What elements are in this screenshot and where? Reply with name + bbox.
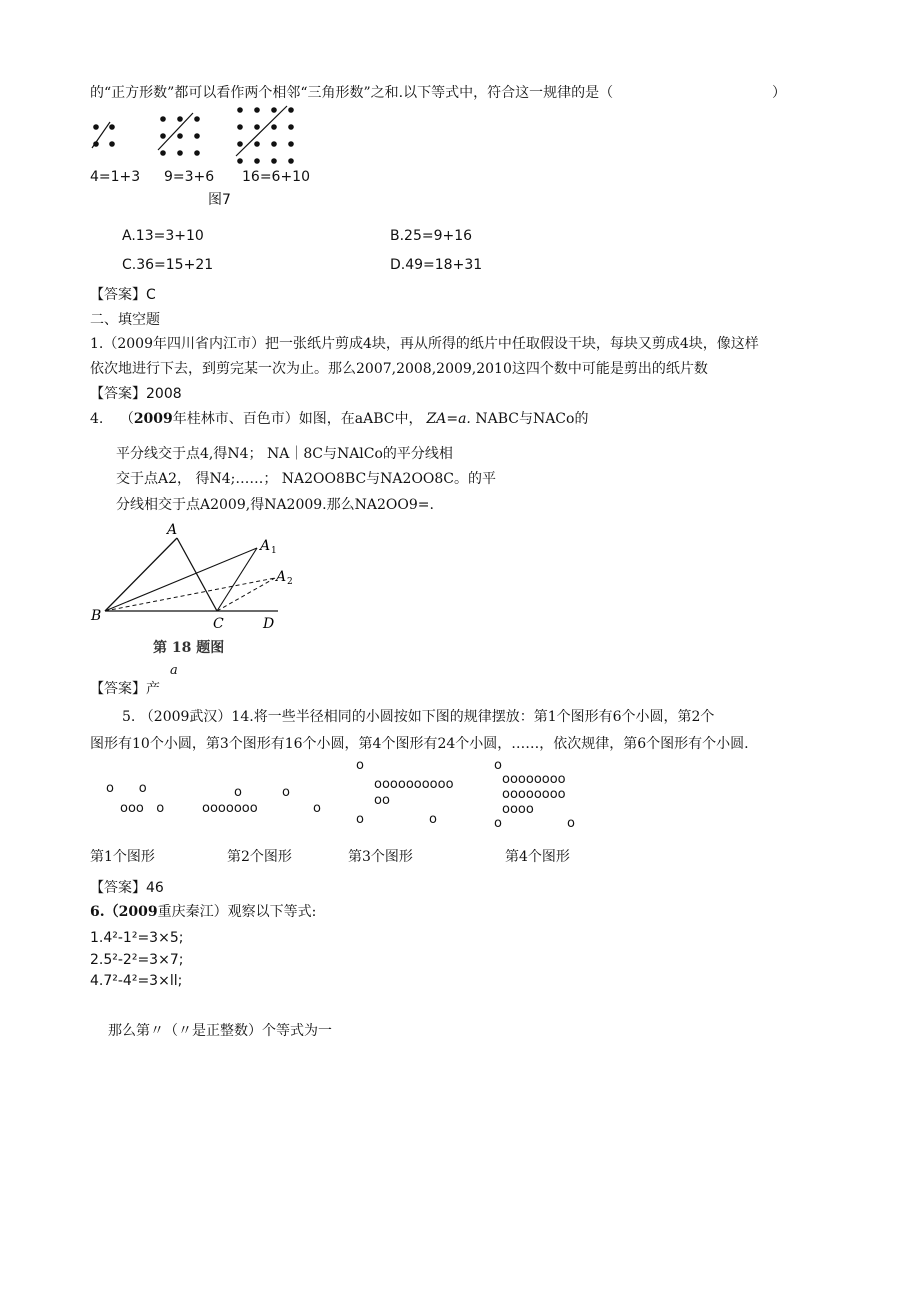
fig18-caption: 第 18 题图 [153, 640, 225, 656]
dot-square-4x4 [236, 106, 294, 164]
q6-number: 6. [90, 904, 105, 920]
q6-rest: 重庆秦江）观察以下等式: [157, 904, 317, 920]
option-d: D.49=18+31 [390, 257, 483, 273]
option-b: B.25=9+16 [390, 228, 473, 244]
q1-line-2: 依次地进行下去，到剪完某一次为止。那么2007,2008,2009,2010这四个数中可能是剪出的纸片数 [90, 361, 708, 377]
fig7-label-2: 9=3+6 [164, 169, 215, 185]
fig3-row2: oo [374, 793, 390, 808]
q4-line-2: 平分线交于点4,得N4； NA｜8C与NAlCo的平分线相 [116, 446, 453, 462]
fig4-row4b: o [567, 816, 575, 831]
q6-heading [90, 903, 316, 921]
q4-line-3: 交于点A2， 得N4;……； NA2OO8BC与NA2OO8C。的平 [116, 471, 497, 487]
fig3-row1: oooooooooo [374, 777, 454, 792]
q4-paren: （ [119, 411, 134, 427]
label-A: A [167, 522, 178, 538]
circle-fig-label-1: 第1个图形 [90, 849, 155, 865]
q6-paren: （2009 [104, 904, 158, 920]
label-A1-sub: 1 [271, 546, 277, 556]
fig2-row2: ooooooo [202, 801, 258, 816]
fig2-row2b: o [313, 801, 321, 816]
q4-za: ZA=a. [426, 411, 471, 427]
fig7-label-1: 4=1+3 [90, 169, 141, 185]
fig4-row1: oooooooo [502, 772, 566, 787]
q5-line-2: 图形有10个小圆，第3个图形有16个小圆，第4个图形有24个小圆，……，依次规律，第6个图形有个小圆. [90, 736, 749, 752]
q1-line-1: 1.（2009年四川省内江市）把一张纸片剪成4块，再从所得的纸片中任取假设干块，每块又剪成4块，像这样 [90, 336, 759, 352]
q4-line-1 [90, 410, 588, 428]
circle-fig-label-2: 第2个图形 [227, 849, 292, 865]
dot-square-3x3 [158, 113, 200, 156]
fig4-row4: o [494, 816, 502, 831]
label-A2: A [276, 569, 287, 585]
fig3-row0: o [356, 758, 364, 773]
option-a: A.13=3+10 [122, 228, 204, 244]
q4-line1-rest: 年桂林市、百色市）如图，在aABC中， [172, 411, 423, 427]
answer-1: 【答案】C [90, 287, 156, 303]
figure-7-dots [85, 104, 315, 174]
q6-eq3: 4.7²-4²=3×ll; [90, 973, 183, 989]
option-c: C.36=15+21 [122, 257, 214, 273]
dot-square-2x2 [92, 122, 115, 148]
q4-line-4: 分线相交于点A2009,得NA2009.那么NA2OO9=. [116, 497, 434, 513]
fig4-row2: oooooooo [502, 787, 566, 802]
circle-fig-label-4: 第4个图形 [505, 849, 570, 865]
fig18-below: a [170, 663, 178, 678]
label-A1: A [260, 538, 271, 554]
q4-line1-tail: NABC与NACo的 [475, 411, 589, 427]
fig2-row1b: o [282, 785, 290, 800]
fig3-row3b: o [429, 812, 437, 827]
fig4-row3: oooo [502, 802, 534, 817]
label-A2-sub: 2 [287, 577, 293, 587]
fig4-row0: o [494, 758, 502, 773]
answer-2: 【答案】2008 [90, 386, 182, 402]
q4-number: 4. [90, 411, 104, 427]
fig7-caption: 图7 [208, 192, 231, 208]
section-2-title: 二、填空题 [90, 312, 160, 328]
fig1-row2: ooo o [120, 801, 165, 816]
fig3-row3: o [356, 812, 364, 827]
fig1-row1: o o [106, 781, 147, 796]
q6-last-line: 那么第〃（〃是正整数）个等式为一 [108, 1023, 332, 1039]
q4-year: 2009 [133, 411, 173, 427]
answer-3: 【答案】产 [90, 681, 160, 697]
circle-fig-label-3: 第3个图形 [348, 849, 413, 865]
label-C: C [213, 616, 224, 632]
fig7-label-3: 16=6+10 [242, 169, 310, 185]
q5-line-1: 5. （2009武汉）14.将一些半径相同的小圆按如下图的规律摆放：第1个图形有6个小圆，第2个 [122, 709, 715, 725]
intro-text: 的“正方形数”都可以看作两个相邻“三角形数”之和.以下等式中，符合这一规律的是（ [90, 85, 614, 101]
figure-18-triangle [85, 518, 300, 668]
fig2-row1: o [234, 785, 242, 800]
q6-eq1: 1.4²-1²=3×5; [90, 930, 184, 946]
label-D: D [263, 616, 275, 632]
q6-eq2: 2.5²-2²=3×7; [90, 952, 184, 968]
intro-close-paren: ） [772, 85, 786, 101]
answer-4: 【答案】46 [90, 880, 164, 896]
label-B: B [91, 608, 102, 624]
